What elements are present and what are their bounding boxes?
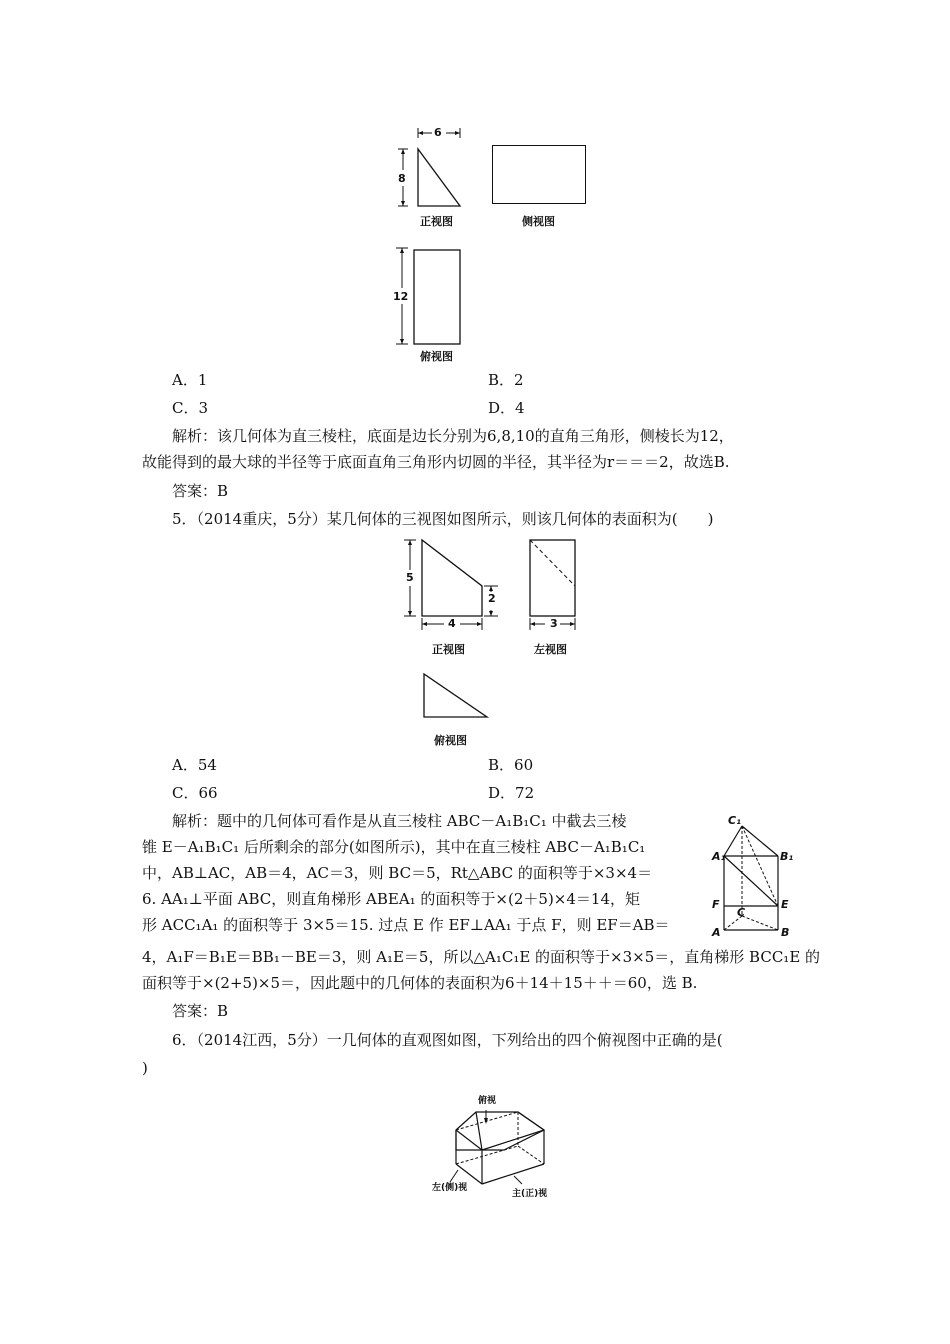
q6-label-front-view: 主(正)视 <box>512 1189 548 1199</box>
q5-front-outline <box>422 540 482 616</box>
q4-option-a: A．1 <box>172 371 208 389</box>
q5-front-caption: 正视图 <box>432 643 465 656</box>
q5-option-a: A．54 <box>172 756 217 774</box>
q4-top-caption: 俯视图 <box>420 350 453 363</box>
q5-option-b: B．60 <box>488 756 534 774</box>
q4-option-d: D．4 <box>488 399 525 417</box>
q5-left-hidden-line <box>530 540 575 586</box>
q4-option-c: C．3 <box>172 399 209 417</box>
q5-front-dim-right: 2 <box>488 592 496 605</box>
q5-solid-drawing <box>712 812 802 940</box>
q5-top-triangle <box>424 674 487 717</box>
q5-analysis-line-6: 4，A₁F＝B₁E＝BB₁－BE＝3，则 A₁E＝5，所以△A₁C₁E 的面积等于×3×5＝，直角梯形 BCC₁E 的 <box>142 948 821 966</box>
q4-side-caption: 侧视图 <box>522 215 555 228</box>
q5-solid-label-c: C <box>737 906 746 919</box>
q5-option-d: D．72 <box>488 784 535 802</box>
q5-solid-label-b1: B₁ <box>780 850 794 863</box>
q5-top-caption: 俯视图 <box>434 734 467 747</box>
q6-question-line-2: ) <box>142 1059 148 1077</box>
q4-front-dim-height: 8 <box>398 172 406 185</box>
q5-solid-label-a: A <box>712 926 721 939</box>
q4-front-triangle <box>418 149 460 206</box>
q5-analysis-line-1: 解析：题中的几何体可看作是从直三棱柱 ABC－A₁B₁C₁ 中截去三棱 <box>172 812 627 830</box>
q6-label-top-view: 俯视 <box>478 1096 497 1106</box>
q5-left-caption: 左视图 <box>534 643 567 656</box>
q4-top-dim-height: 12 <box>393 290 409 303</box>
q5-answer: 答案：B <box>172 1002 229 1020</box>
q5-option-c: C．66 <box>172 784 218 802</box>
q5-question: 5．（2014重庆，5分）某几何体的三视图如图所示，则该几何体的表面积为( ) <box>172 510 714 528</box>
q5-left-dim-width: 3 <box>550 617 558 630</box>
q4-top-rect <box>414 250 460 344</box>
q5-analysis-line-5: 形 ACC₁A₁ 的面积等于 3×5＝15. 过点 E 作 EF⊥AA₁ 于点 F，则 EF＝AB＝ <box>142 916 670 934</box>
q5-left-rect <box>530 540 575 616</box>
q5-analysis-line-3: 中，AB⊥AC，AB＝4，AC＝3，则 BC＝5，Rt△ABC 的面积等于×3×4＝ <box>142 864 653 882</box>
q5-top-view-drawing <box>420 672 492 722</box>
q4-front-caption: 正视图 <box>420 215 453 228</box>
q5-analysis-line-4: 6. AA₁⊥平面 ABC，则直角梯形 ABEA₁ 的面积等于×(2＋5)×4＝14，矩 <box>142 890 640 908</box>
q5-front-dim-width: 4 <box>448 617 456 630</box>
q5-front-dim-height: 5 <box>406 571 414 584</box>
q5-solid-figure <box>712 812 802 940</box>
q5-solid-label-f: F <box>712 898 720 911</box>
q5-solid-label-c1: C₁ <box>728 814 741 827</box>
q4-option-b: B．2 <box>488 371 524 389</box>
q5-solid-label-e: E <box>781 898 789 911</box>
q4-side-view-rect <box>492 145 586 204</box>
q6-question-line-1: 6．（2014江西，5分）一几何体的直观图如图，下列给出的四个俯视图中正确的是( <box>172 1031 723 1049</box>
q4-analysis-line-2: 故能得到的最大球的半径等于底面直角三角形内切圆的半径，其半径为r＝＝＝2，故选B. <box>142 453 730 471</box>
q5-analysis-line-2: 锥 E－A₁B₁C₁ 后所剩余的部分(如图所示)，其中在直三棱柱 ABC－A₁B₁C₁ <box>142 838 646 856</box>
q5-solid-label-b: B <box>781 926 790 939</box>
q6-label-left-view: 左(侧)视 <box>432 1183 468 1193</box>
q5-solid-label-a1: A₁ <box>712 850 726 863</box>
q4-answer: 答案：B <box>172 482 229 500</box>
q4-front-dim-width: 6 <box>434 126 442 139</box>
q5-top-view-figure <box>420 672 492 722</box>
q4-analysis-line-1: 解析：该几何体为直三棱柱，底面是边长分别为6,8,10的直角三角形，侧棱长为12， <box>172 427 734 445</box>
q5-analysis-line-7: 面积等于×(2+5)×5＝，因此题中的几何体的表面积为6＋14＋15＋＋＝60，选 B. <box>142 974 698 992</box>
